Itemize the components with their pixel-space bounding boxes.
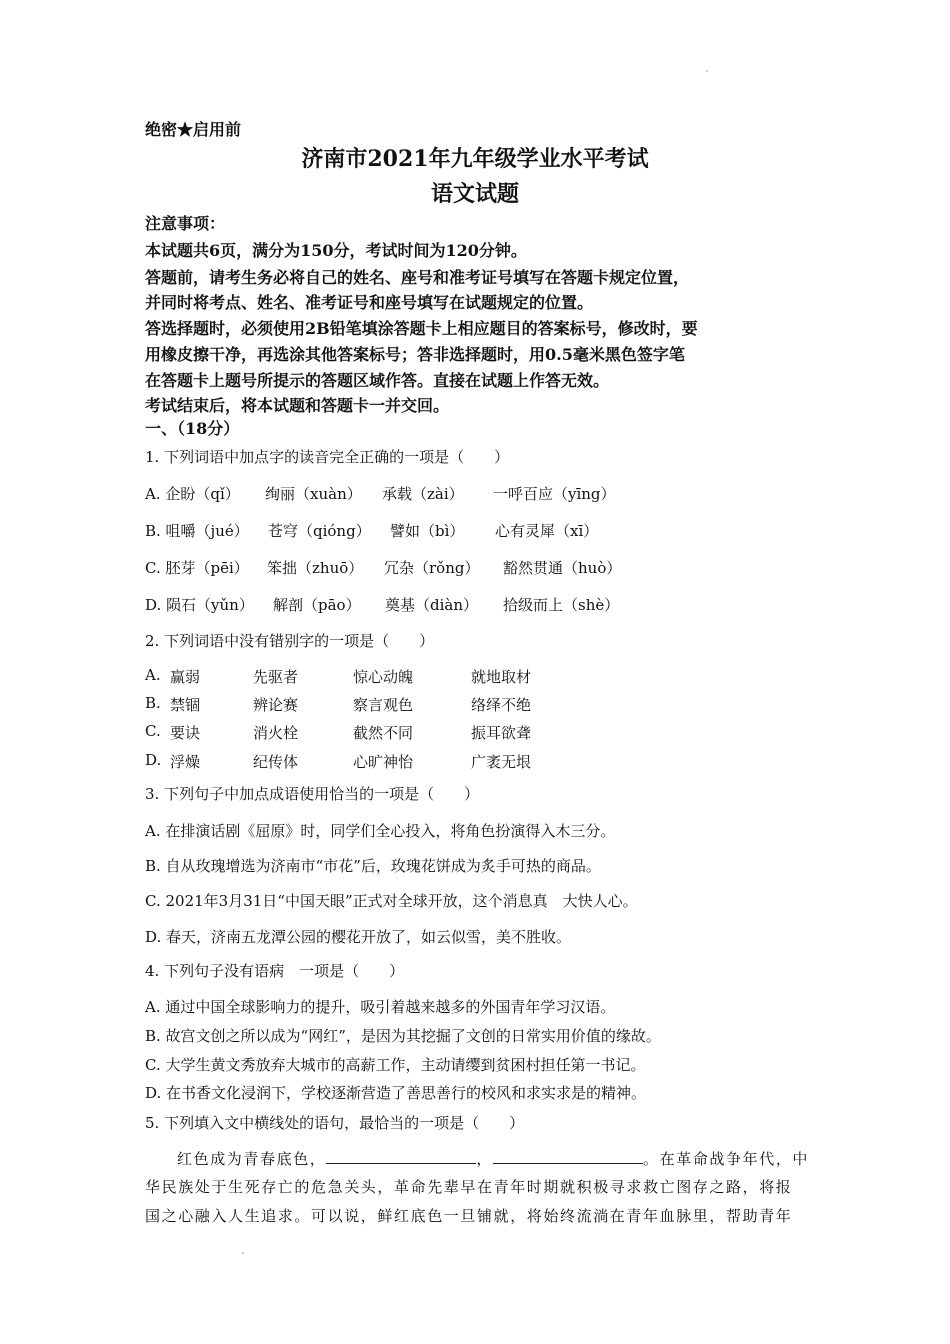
- passage-line-3: 国之心融入人生追求。可以说，鲜红底色一旦铺就，将始终流淌在青年血脉里，帮助青年: [145, 1207, 793, 1225]
- q3-option-a: A. 在排演话剧《屈原》时，同学们全心投入，将角色扮演得入木三分。: [145, 822, 616, 840]
- passage-text: 。在革命战争年代，中: [643, 1150, 810, 1168]
- q4-option-a: A. 通过中国全球影响力的提升，吸引着越来越多的外国青年学习汉语。: [145, 998, 616, 1016]
- q1-option-a-word2: 绚丽（xuàn）: [265, 485, 362, 503]
- q2-option-a-word1: 赢弱: [170, 668, 201, 686]
- q2-option-c-letter: C.: [145, 722, 161, 740]
- q1-option-c-word4: 豁然贯通（huò）: [503, 559, 622, 577]
- q4-option-c: C. 大学生黄文秀放弃大城市的高薪工作，主动请缨到贫困村担任第一书记。: [145, 1056, 646, 1074]
- passage-line-1: [177, 1148, 810, 1169]
- question-3-stem: 3. 下列句子中加点成语使用恰当的一项是（ ）: [145, 785, 480, 803]
- q2-option-a-letter: A.: [145, 666, 161, 684]
- q1-option-b-word4: 心有灵犀（xī）: [495, 522, 599, 540]
- notice-line: 在答题卡上题号所提示的答题区域作答。直接在试题上作答无效。: [145, 371, 610, 390]
- q1-option-b-word3: 譬如（bì）: [390, 522, 465, 540]
- q1-option-b-word1: B. 咀嚼（jué）: [145, 522, 249, 540]
- q2-option-d-word1: 浮燥: [170, 753, 201, 771]
- q2-option-d-word3: 心旷神怡: [353, 753, 414, 771]
- passage-line-2: 华民族处于生死存亡的危急关头，革命先辈早在青年时期就积极寻求救亡图存之路，将报: [145, 1178, 793, 1196]
- q2-option-b-word2: 辨论赛: [253, 696, 299, 714]
- q2-option-b-word1: 禁锢: [170, 696, 201, 714]
- question-5-stem: 5. 下列填入文中横线处的语句，最恰当的一项是（ ）: [145, 1114, 525, 1132]
- question-4-stem: 4. 下列句子没有语病 一项是（ ）: [145, 962, 405, 980]
- q1-option-b-word2: 苍穹（qióng）: [268, 522, 371, 540]
- notice-line: 本试题共6页，满分为150分，考试时间为120分钟。: [145, 241, 527, 260]
- q1-option-c-word1: C. 胚芽（pēi）: [145, 559, 249, 577]
- scan-speck: [706, 70, 708, 72]
- q1-option-a-word1: A. 企盼（qǐ）: [145, 485, 240, 503]
- q4-option-d: D. 在书香文化浸润下，学校逐渐营造了善思善行的校风和求实求是的精神。: [145, 1084, 647, 1102]
- q2-option-b-word3: 察言观色: [353, 696, 414, 714]
- q1-option-d-word1: D. 陨石（yǔn）: [145, 596, 254, 614]
- passage-text: 红色成为青春底色，: [177, 1150, 327, 1168]
- notice-heading: 注意事项：: [145, 214, 226, 233]
- fill-blank-2: [493, 1149, 643, 1164]
- q2-option-a-word3: 惊心动魄: [353, 668, 414, 686]
- q2-option-a-word2: 先驱者: [253, 668, 299, 686]
- q2-option-b-letter: B.: [145, 694, 161, 712]
- fill-blank-1: [326, 1149, 476, 1164]
- notice-line: 答题前，请考生务必将自己的姓名、座号和准考证号填写在答题卡规定位置，: [145, 268, 690, 287]
- q2-option-d-letter: D.: [145, 751, 162, 769]
- q2-option-c-word1: 要诀: [170, 724, 201, 742]
- notice-line: 用橡皮擦干净，再选涂其他答案标号；答非选择题时，用0.5毫米黑色签字笔: [145, 345, 685, 364]
- q1-option-c-word3: 冗杂（rǒng）: [384, 559, 480, 577]
- q4-option-b: B. 故宫文创之所以成为“网红”，是因为其挖掘了文创的日常实用价值的缘故。: [145, 1027, 661, 1045]
- q1-option-d-word3: 奠基（diàn）: [385, 596, 479, 614]
- q1-option-c-word2: 笨拙（zhuō）: [267, 559, 364, 577]
- notice-line: 并同时将考点、姓名、准考证号和座号填写在试题规定的位置。: [145, 293, 594, 312]
- q1-option-d-word2: 解剖（pāo）: [273, 596, 361, 614]
- q2-option-d-word4: 广袤无垠: [471, 753, 532, 771]
- notice-line: 答选择题时，必须使用2B铅笔填涂答题卡上相应题目的答案标号，修改时，要: [145, 319, 698, 338]
- q1-option-d-word4: 拾级而上（shè）: [503, 596, 620, 614]
- q1-option-a-word3: 承载（zài）: [382, 485, 464, 503]
- q2-option-b-word4: 络绎不绝: [471, 696, 532, 714]
- secret-label: 绝密★启用前: [145, 120, 242, 139]
- question-2-stem: 2. 下列词语中没有错别字的一项是（ ）: [145, 632, 435, 650]
- notice-line: 考试结束后，将本试题和答题卡一并交回。: [145, 396, 450, 415]
- q3-option-d: D. 春天，济南五龙潭公园的樱花开放了，如云似雪，美不胜收。: [145, 928, 572, 946]
- q3-option-c: C. 2021年3月31日“中国天眼”正式对全球开放，这个消息真 大快人心。: [145, 892, 638, 910]
- q2-option-c-word2: 消火栓: [253, 724, 299, 742]
- passage-text: ，: [476, 1150, 494, 1168]
- subject-title: 语文试题: [430, 181, 519, 207]
- q2-option-a-word4: 就地取材: [471, 668, 532, 686]
- q1-option-a-word4: 一呼百应（yīng）: [493, 485, 616, 503]
- section-heading: 一、（18分）: [145, 419, 240, 438]
- q3-option-b: B. 自从玫瑰增选为济南市“市花”后，玫瑰花饼成为炙手可热的商品。: [145, 857, 601, 875]
- q2-option-c-word4: 振耳欲聋: [471, 724, 532, 742]
- exam-title: 济南市2021年九年级学业水平考试: [301, 146, 649, 172]
- scan-speck: [242, 1252, 244, 1254]
- q2-option-d-word2: 纪传体: [253, 753, 299, 771]
- question-1-stem: 1. 下列词语中加点字的读音完全正确的一项是（ ）: [145, 448, 510, 466]
- q2-option-c-word3: 截然不同: [353, 724, 414, 742]
